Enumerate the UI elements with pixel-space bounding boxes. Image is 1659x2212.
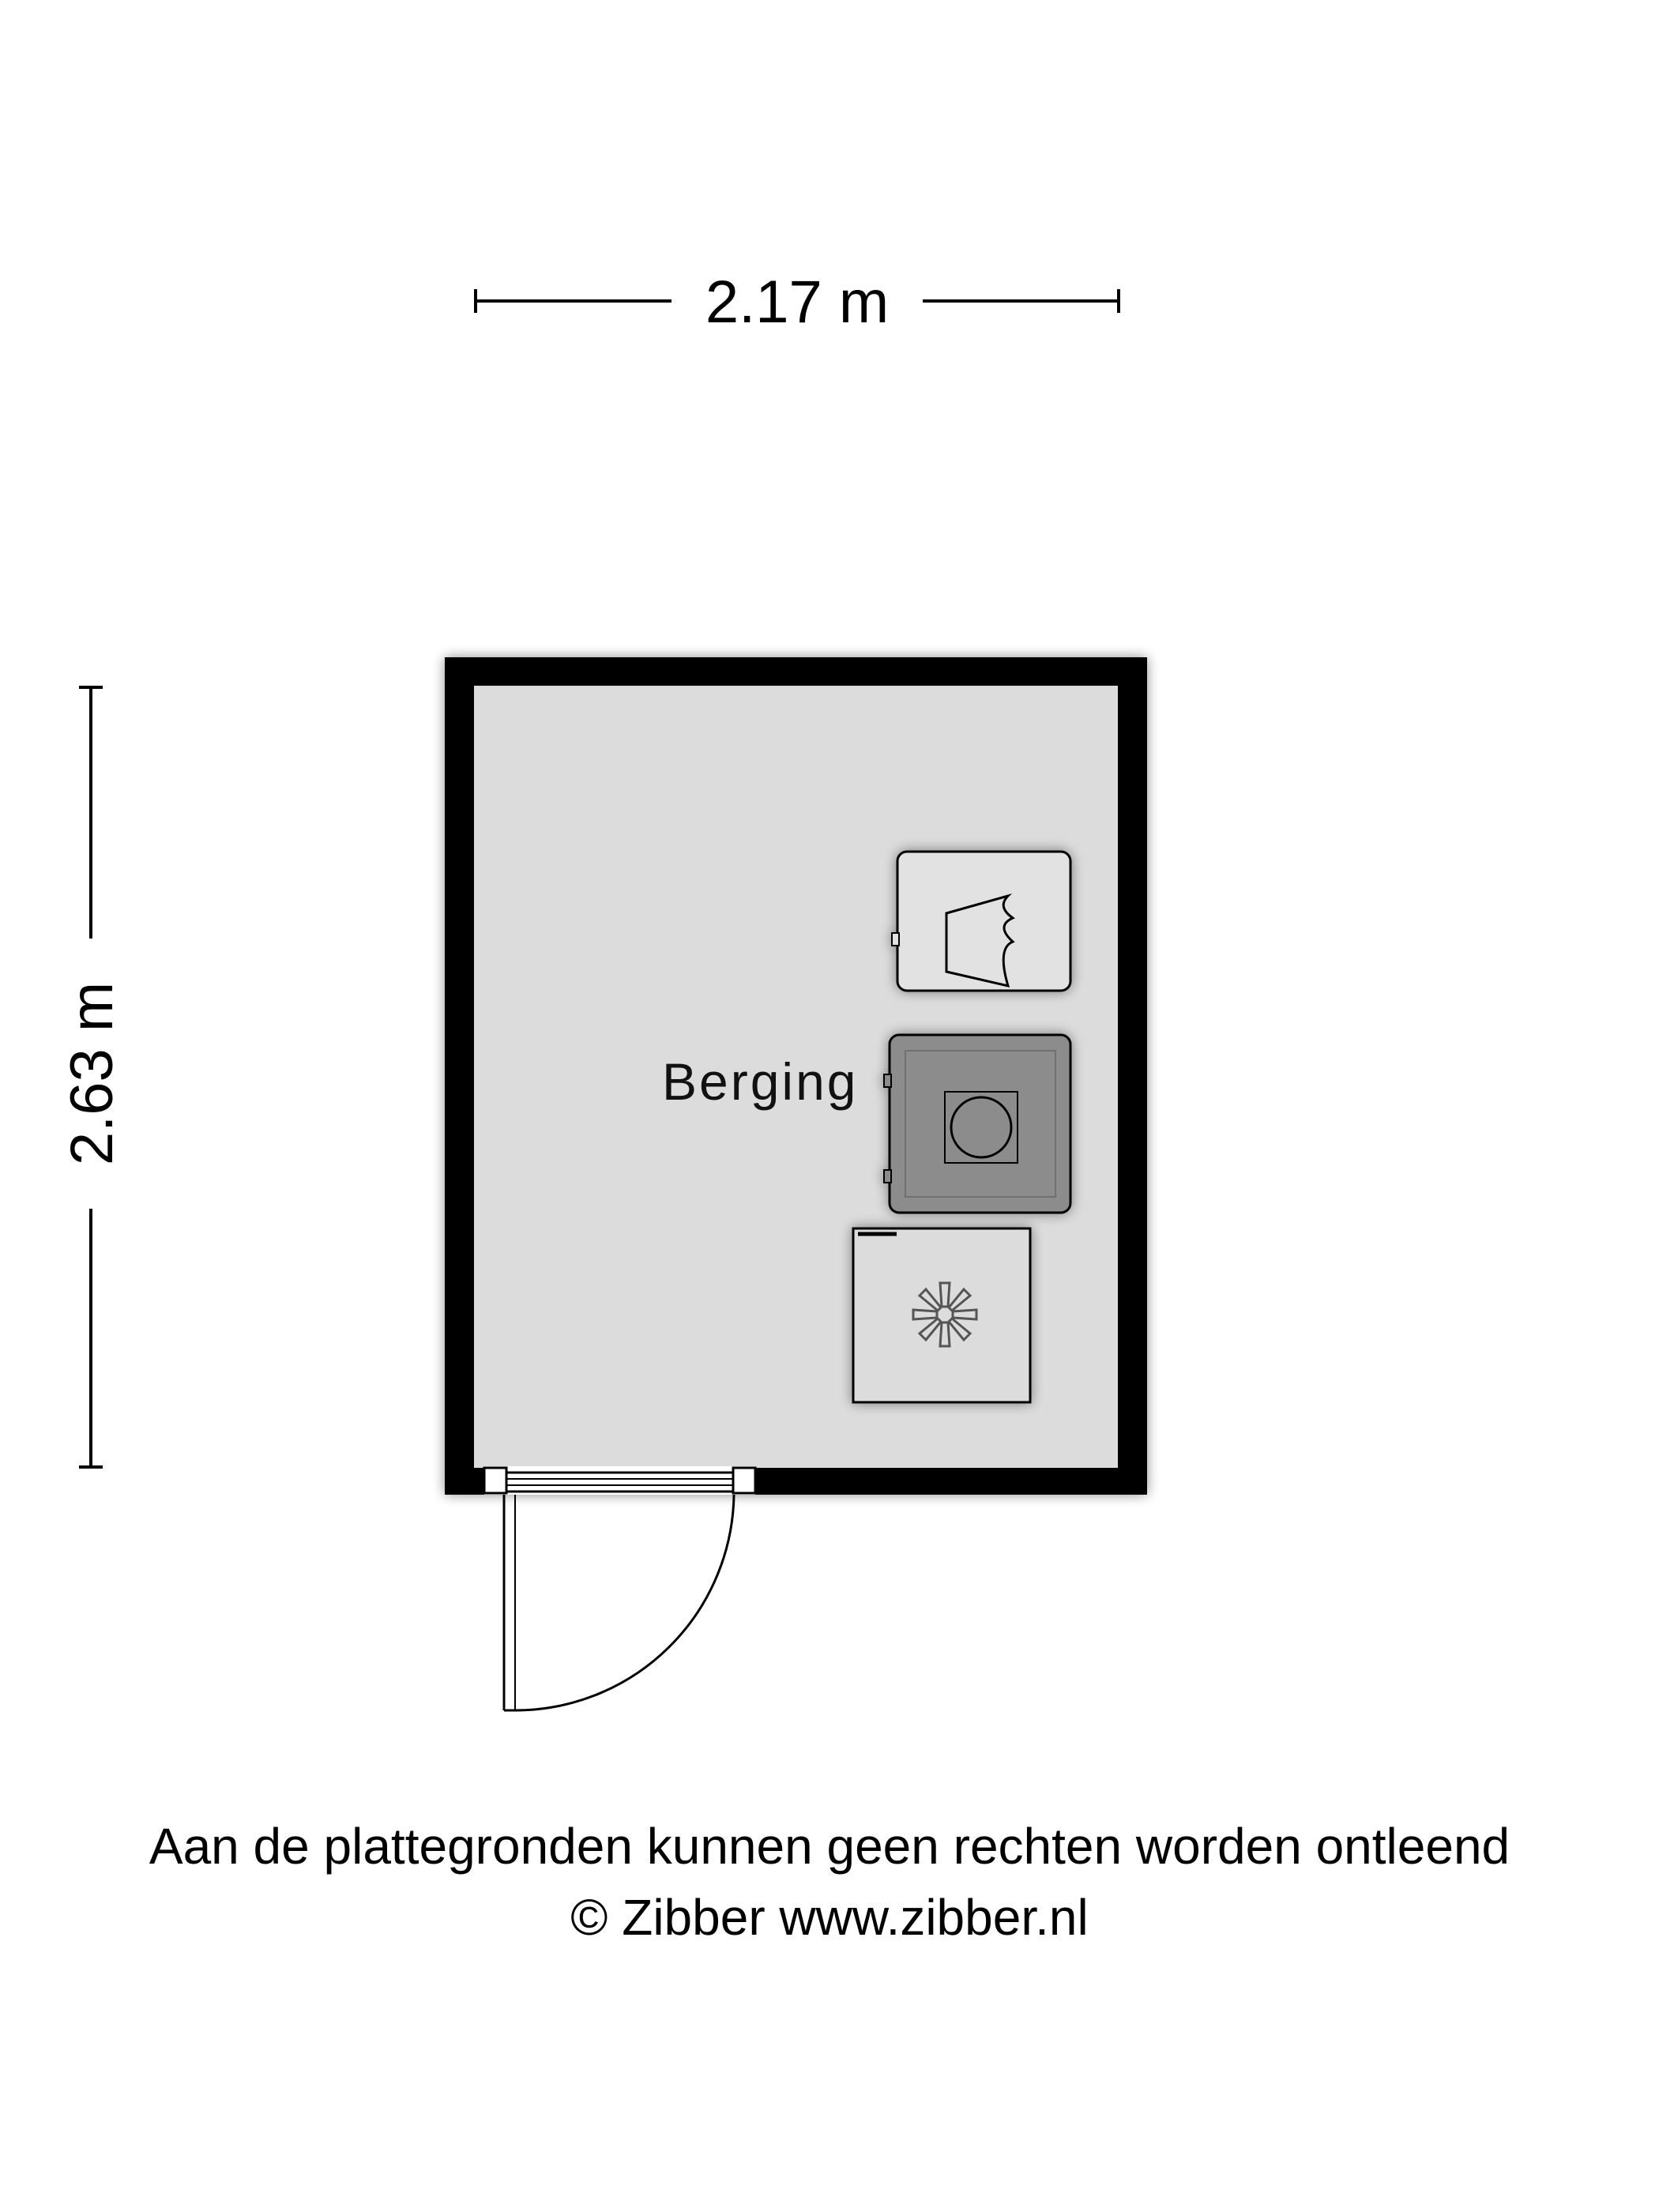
height-label: 2.63 m <box>58 981 126 1166</box>
height-dimension <box>58 687 126 1467</box>
washing-machine-icon <box>884 1035 1070 1213</box>
width-dimension <box>476 269 1119 336</box>
door-swing-icon <box>504 1495 734 1710</box>
boiler-icon <box>853 1228 1030 1402</box>
door-opening <box>484 1466 755 1495</box>
dryer-icon <box>892 852 1070 991</box>
width-label: 2.17 m <box>705 269 890 336</box>
credit-text: © Zibber www.zibber.nl <box>570 1889 1089 1946</box>
room-label: Berging <box>662 1052 859 1111</box>
disclaimer-text: Aan de plattegronden kunnen geen rechten worden ontleend <box>149 1818 1510 1875</box>
